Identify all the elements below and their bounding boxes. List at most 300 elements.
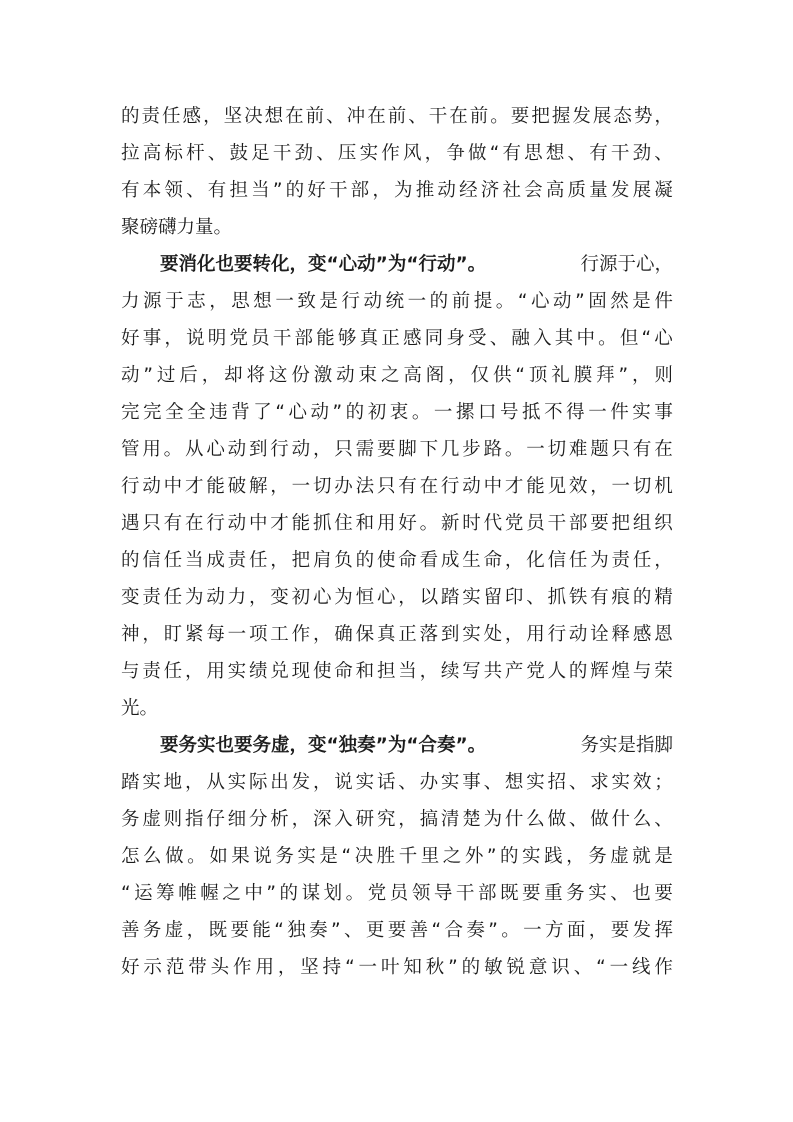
text-char: 、 (568, 772, 588, 793)
text-char: 干 (272, 328, 292, 349)
text-char: 前 (305, 106, 325, 127)
text-char: 入 (533, 328, 552, 349)
text-char: 责 (142, 661, 161, 682)
paragraph-1-line (121, 98, 673, 135)
text-char: 示 (143, 957, 162, 978)
text-char: 知 (403, 957, 422, 978)
text-char: 做 (468, 143, 487, 164)
text-char: 党 (229, 328, 248, 349)
text-char: 是 (319, 291, 338, 312)
text-char: 切 (632, 476, 652, 497)
text-char: 完 (121, 402, 140, 423)
text-char: “ (641, 328, 652, 349)
text-char: 动 (553, 291, 572, 312)
text-char: 思 (231, 291, 250, 312)
text-char: 感 (182, 106, 202, 127)
text-char: 就 (632, 846, 651, 867)
text-char: 干 (547, 513, 567, 534)
text-char: 只 (142, 513, 161, 534)
text-char: 真 (376, 624, 396, 645)
text-char: 为 (394, 180, 413, 201)
text-char: 印 (504, 587, 524, 608)
text-char: 在 (419, 476, 439, 497)
text-char: 本 (142, 180, 162, 201)
text-char: 要 (522, 883, 541, 904)
text-char: 地 (163, 772, 183, 793)
text-char: 切 (312, 476, 332, 497)
text-char: 帷 (178, 883, 197, 904)
text-char: 精 (654, 587, 673, 608)
text-char: 想 (504, 772, 524, 793)
paragraph-3-line (121, 838, 673, 875)
text-char: 是 (632, 291, 651, 312)
text-char: 坚 (300, 957, 319, 978)
text-char: ； (654, 772, 673, 793)
text-char: 。 (187, 846, 206, 867)
text-char: 方 (545, 920, 564, 941)
text-char: 实 (355, 772, 375, 793)
text-char: 份 (291, 365, 310, 386)
text-char: 好 (307, 180, 326, 201)
text-char: 务 (275, 846, 294, 867)
text-char: 什 (611, 809, 631, 830)
text-char: 行 (341, 291, 360, 312)
text-char: 一 (609, 957, 629, 978)
text-char: 么 (632, 809, 652, 830)
text-char: 、 (568, 809, 588, 830)
text-char: 务 (588, 846, 607, 867)
text-char: 有 (590, 587, 609, 608)
text-char: 责 (141, 106, 161, 127)
text-char: 虚 (164, 920, 184, 941)
text-char: 感 (632, 624, 652, 645)
text-char: 力 (227, 587, 247, 608)
text-char: ， (424, 143, 444, 164)
text-char: 痕 (611, 587, 631, 608)
text-char: 高 (545, 180, 565, 201)
text-char: 初 (291, 587, 311, 608)
text-char: 责 (142, 587, 161, 608)
text-char: 解 (248, 476, 268, 497)
text-char: 共 (483, 661, 503, 682)
text-char: 如 (209, 846, 228, 867)
text-char: 秋 (425, 957, 445, 978)
text-char: 落 (419, 624, 439, 645)
text-char: 担 (229, 180, 248, 201)
text-char: ， (398, 809, 417, 830)
text-char: 划 (323, 883, 343, 904)
text-char: ” (618, 365, 629, 386)
text-char: 究 (376, 809, 396, 830)
text-char: 筹 (156, 883, 175, 904)
text-char: 有 (163, 513, 183, 534)
text-char: 果 (231, 846, 250, 867)
text-char: 住 (334, 513, 353, 534)
text-char: 和 (355, 513, 375, 534)
text-char: 清 (440, 809, 460, 830)
text-char: 争 (446, 143, 465, 164)
text-char: 时 (462, 513, 481, 534)
text-char: 写 (462, 661, 481, 682)
text-char: 效 (568, 476, 588, 497)
text-char: 会 (524, 180, 543, 201)
text-char: 管 (121, 439, 140, 460)
text-char: ， (184, 772, 204, 793)
text-char: 神 (121, 624, 140, 645)
text-char: 几 (440, 439, 460, 460)
text-char: 合 (444, 920, 463, 941)
text-char: 当 (184, 550, 204, 571)
text-char: 党 (367, 883, 387, 904)
text-char: 中 (163, 476, 183, 497)
text-char: 。 (504, 439, 524, 460)
text-char: 却 (224, 365, 243, 386)
text-char: 发 (572, 106, 591, 127)
text-char: 劲 (294, 143, 314, 164)
text-char: 线 (631, 957, 651, 978)
text-char: 责 (227, 550, 247, 571)
text-char: 作 (291, 624, 311, 645)
text-char: 心 (376, 587, 396, 608)
text-char: 敏 (484, 957, 503, 978)
text-char: 盯 (163, 624, 183, 645)
text-char: 拉 (121, 143, 140, 164)
text-char: 仅 (470, 365, 490, 386)
text-char: 决 (244, 106, 263, 127)
text-char: 把 (611, 513, 631, 534)
text-char: 奏 (466, 920, 485, 941)
paragraph-2-heading: 要消化也要转化，变“心动”为“行动”。 (160, 254, 487, 275)
text-char: 展 (632, 180, 652, 201)
text-char: 员 (251, 328, 270, 349)
text-char: 动 (206, 587, 225, 608)
text-char: ， (203, 106, 222, 127)
text-char: 行 (440, 476, 460, 497)
text-char: 动 (310, 402, 330, 423)
paragraph-2-line (121, 505, 673, 542)
text-char: 重 (544, 883, 563, 904)
text-char: 一 (588, 402, 607, 423)
paragraph-3-line (121, 949, 673, 986)
text-char: 事 (142, 328, 162, 349)
text-char: 识 (551, 957, 570, 978)
text-char: 发 (610, 180, 630, 201)
text-char: 析 (270, 809, 289, 830)
text-char: 心 (288, 402, 307, 423)
text-char: 的 (355, 550, 375, 571)
text-char: 践 (544, 846, 563, 867)
text-char: 党 (526, 661, 545, 682)
text-char: 肩 (312, 550, 332, 571)
text-char: 展 (592, 106, 612, 127)
text-char: 中 (483, 476, 503, 497)
text-char: 能 (316, 328, 335, 349)
text-char: 济 (480, 180, 500, 201)
text-char: 变 (121, 587, 140, 608)
text-char: 要 (376, 439, 396, 460)
text-char: 效 (632, 772, 652, 793)
text-char: 任 (163, 587, 183, 608)
text-char: 搞 (419, 809, 439, 830)
text-char: 动 (291, 439, 311, 460)
text-char: 挥 (654, 920, 673, 941)
text-char: 外 (464, 846, 484, 867)
text-char: 现 (291, 661, 311, 682)
text-char: ， (654, 550, 673, 571)
text-char: 动 (363, 291, 383, 312)
text-char: 要 (230, 920, 249, 941)
text-char: 楚 (462, 809, 481, 830)
text-char: 在 (449, 106, 468, 127)
text-char: 、 (654, 143, 673, 164)
text-char: 办 (419, 772, 439, 793)
text-char: 动 (437, 180, 456, 201)
text-char: 领 (411, 883, 431, 904)
text-char: 固 (588, 291, 607, 312)
text-char: 志 (187, 291, 206, 312)
text-char: 一 (523, 920, 542, 941)
text-char: 的 (632, 587, 652, 608)
text-char: 路 (483, 439, 503, 460)
text-char: 后 (179, 365, 198, 386)
text-char: 里 (420, 846, 440, 867)
text-char: 抓 (312, 513, 332, 534)
text-char: 只 (376, 476, 396, 497)
text-char: 干 (455, 883, 475, 904)
text-char: 决 (354, 846, 374, 867)
paragraph-3-first-line (121, 727, 673, 764)
text-char: 步 (462, 439, 481, 460)
text-char: 前 (387, 106, 407, 127)
text-char: 能 (291, 513, 311, 534)
text-char: 的 (429, 291, 449, 312)
text-char: 才 (504, 476, 524, 497)
text-char: 干 (428, 106, 448, 127)
text-char: 动 (227, 513, 247, 534)
paragraph-2-line (121, 357, 673, 394)
text-char: 的 (121, 550, 140, 571)
text-char: 任 (248, 550, 268, 571)
text-char: 件 (654, 291, 673, 312)
text-char: 则 (654, 365, 673, 386)
text-char: 、 (207, 143, 227, 164)
text-char: 想 (264, 106, 284, 127)
text-char: 社 (502, 180, 521, 201)
paragraph-3-first-line-text: 务实是指脚 (580, 735, 673, 756)
text-char: 话 (376, 772, 396, 793)
text-char: 信 (547, 550, 567, 571)
text-char: 。 (163, 439, 183, 460)
text-char: ” (330, 920, 341, 941)
text-char: 组 (632, 513, 652, 534)
text-char: 务 (121, 809, 140, 830)
text-char: 将 (246, 365, 266, 386)
text-char: 锐 (506, 957, 525, 978)
text-char: 代 (483, 513, 503, 534)
text-char: 态 (613, 106, 632, 127)
text-char: 之 (222, 883, 241, 904)
text-char: 做 (590, 809, 609, 830)
text-char: 、 (489, 328, 509, 349)
text-char: 要 (387, 920, 407, 941)
text-char: 想 (545, 143, 565, 164)
text-char: 致 (297, 291, 316, 312)
text-char: 其 (554, 328, 574, 349)
text-char: 。 (345, 883, 365, 904)
text-char: 行 (547, 624, 567, 645)
text-char: ， (590, 476, 609, 497)
text-char: 一 (611, 476, 631, 497)
text-char: 辉 (590, 661, 609, 682)
text-char: 。 (495, 291, 515, 312)
text-char: 能 (206, 476, 225, 497)
text-char: 行 (121, 476, 140, 497)
text-char: 有 (398, 476, 417, 497)
text-char: 需 (355, 439, 375, 460)
text-char: 范 (165, 957, 185, 978)
text-char: 件 (610, 402, 629, 423)
text-char: 成 (206, 550, 225, 571)
text-char: 负 (334, 550, 353, 571)
text-char: 踏 (440, 587, 460, 608)
text-char: 动 (227, 439, 247, 460)
paragraph-2-line (121, 542, 673, 579)
text-char: 但 (619, 328, 639, 349)
text-char: ， (566, 846, 585, 867)
text-char: ， (504, 550, 524, 571)
text-char: 。 (411, 402, 431, 423)
text-char: 诠 (590, 624, 609, 645)
text-char: 。 (598, 328, 617, 349)
text-char: 实 (588, 883, 607, 904)
text-char: 善 (409, 920, 429, 941)
text-char: 实 (297, 846, 316, 867)
text-char: 真 (359, 328, 379, 349)
text-char: 实 (522, 846, 541, 867)
text-char: ， (291, 809, 311, 830)
text-char: 到 (440, 624, 460, 645)
text-char: 实 (632, 402, 651, 423)
text-char: 当 (398, 661, 417, 682)
paragraph-2-line (121, 394, 673, 431)
text-char: 感 (402, 328, 422, 349)
text-char: ， (277, 957, 297, 978)
text-char: 中 (248, 513, 268, 534)
text-char: 、 (526, 587, 545, 608)
text-char: 际 (248, 772, 268, 793)
text-char: 部 (477, 883, 497, 904)
text-char: 要 (510, 106, 530, 127)
text-char: 难 (568, 439, 588, 460)
text-char: 阁 (425, 365, 445, 386)
text-char: 为 (334, 587, 353, 608)
text-char: 的 (568, 661, 588, 682)
paragraph-3-line (121, 801, 673, 838)
text-char: 一 (433, 402, 453, 423)
text-char: 正 (398, 624, 417, 645)
text-char: 发 (632, 920, 652, 941)
text-char: 为 (184, 587, 204, 608)
text-char: 把 (291, 550, 311, 571)
text-char: 一 (358, 957, 378, 978)
text-char: ， (312, 624, 332, 645)
text-char: 绩 (248, 661, 268, 682)
text-char: 与 (121, 661, 140, 682)
text-char: 法 (355, 476, 375, 497)
text-char: 头 (210, 957, 230, 978)
text-char: 抵 (522, 402, 541, 423)
text-char: 任 (163, 550, 183, 571)
text-char: 供 (492, 365, 512, 386)
text-char: 、 (610, 883, 629, 904)
text-char: 用 (376, 513, 396, 534)
text-char: 作 (654, 957, 673, 978)
text-char: ， (248, 587, 268, 608)
paragraph-2-line (121, 579, 673, 616)
text-char: 做 (165, 846, 184, 867)
text-char: 胜 (376, 846, 396, 867)
text-char: 实 (526, 772, 545, 793)
text-char: 遇 (121, 513, 140, 534)
text-char: 用 (142, 439, 161, 460)
text-char: 分 (248, 809, 268, 830)
text-char: 的 (345, 402, 365, 423)
text-char: 才 (270, 513, 289, 534)
text-char: 见 (547, 476, 567, 497)
text-char: 发 (291, 772, 311, 793)
text-char: 仔 (206, 809, 225, 830)
paragraph-2-line (121, 616, 673, 653)
text-char: 是 (319, 846, 338, 867)
paragraph-2-line (121, 320, 673, 357)
text-char: 任 (163, 661, 183, 682)
text-char: 意 (528, 957, 548, 978)
text-char: 铁 (568, 587, 588, 608)
text-char: 细 (227, 809, 247, 830)
text-char: 实 (227, 661, 247, 682)
text-char: 、 (567, 143, 587, 164)
text-char: 产 (504, 661, 524, 682)
text-char: 动 (121, 365, 140, 386)
text-char: 是 (654, 846, 673, 867)
text-char: 、 (326, 106, 345, 127)
text-char: 事 (654, 402, 673, 423)
text-char: ” (488, 920, 498, 941)
text-char: 脚 (398, 439, 417, 460)
text-char: 高 (142, 143, 162, 164)
text-char: 于 (165, 291, 184, 312)
text-char: 提 (473, 291, 493, 312)
text-char: 导 (433, 883, 453, 904)
text-char: 用 (206, 661, 225, 682)
text-char: ， (312, 439, 332, 460)
text-char: 确 (334, 624, 353, 645)
text-char: 势 (633, 106, 653, 127)
text-char: 每 (206, 624, 225, 645)
text-char: 正 (381, 328, 400, 349)
paragraph-3-line (121, 875, 673, 912)
text-char: 奏 (309, 920, 328, 941)
text-char: 新 (440, 513, 460, 534)
text-char: 能 (526, 476, 545, 497)
text-char: 行 (206, 513, 225, 534)
text-char: 谋 (301, 883, 321, 904)
text-char: ” (575, 291, 585, 312)
text-char: 之 (442, 846, 462, 867)
text-char: 从 (184, 439, 204, 460)
text-char: 够 (337, 328, 357, 349)
text-char: 到 (248, 439, 268, 460)
